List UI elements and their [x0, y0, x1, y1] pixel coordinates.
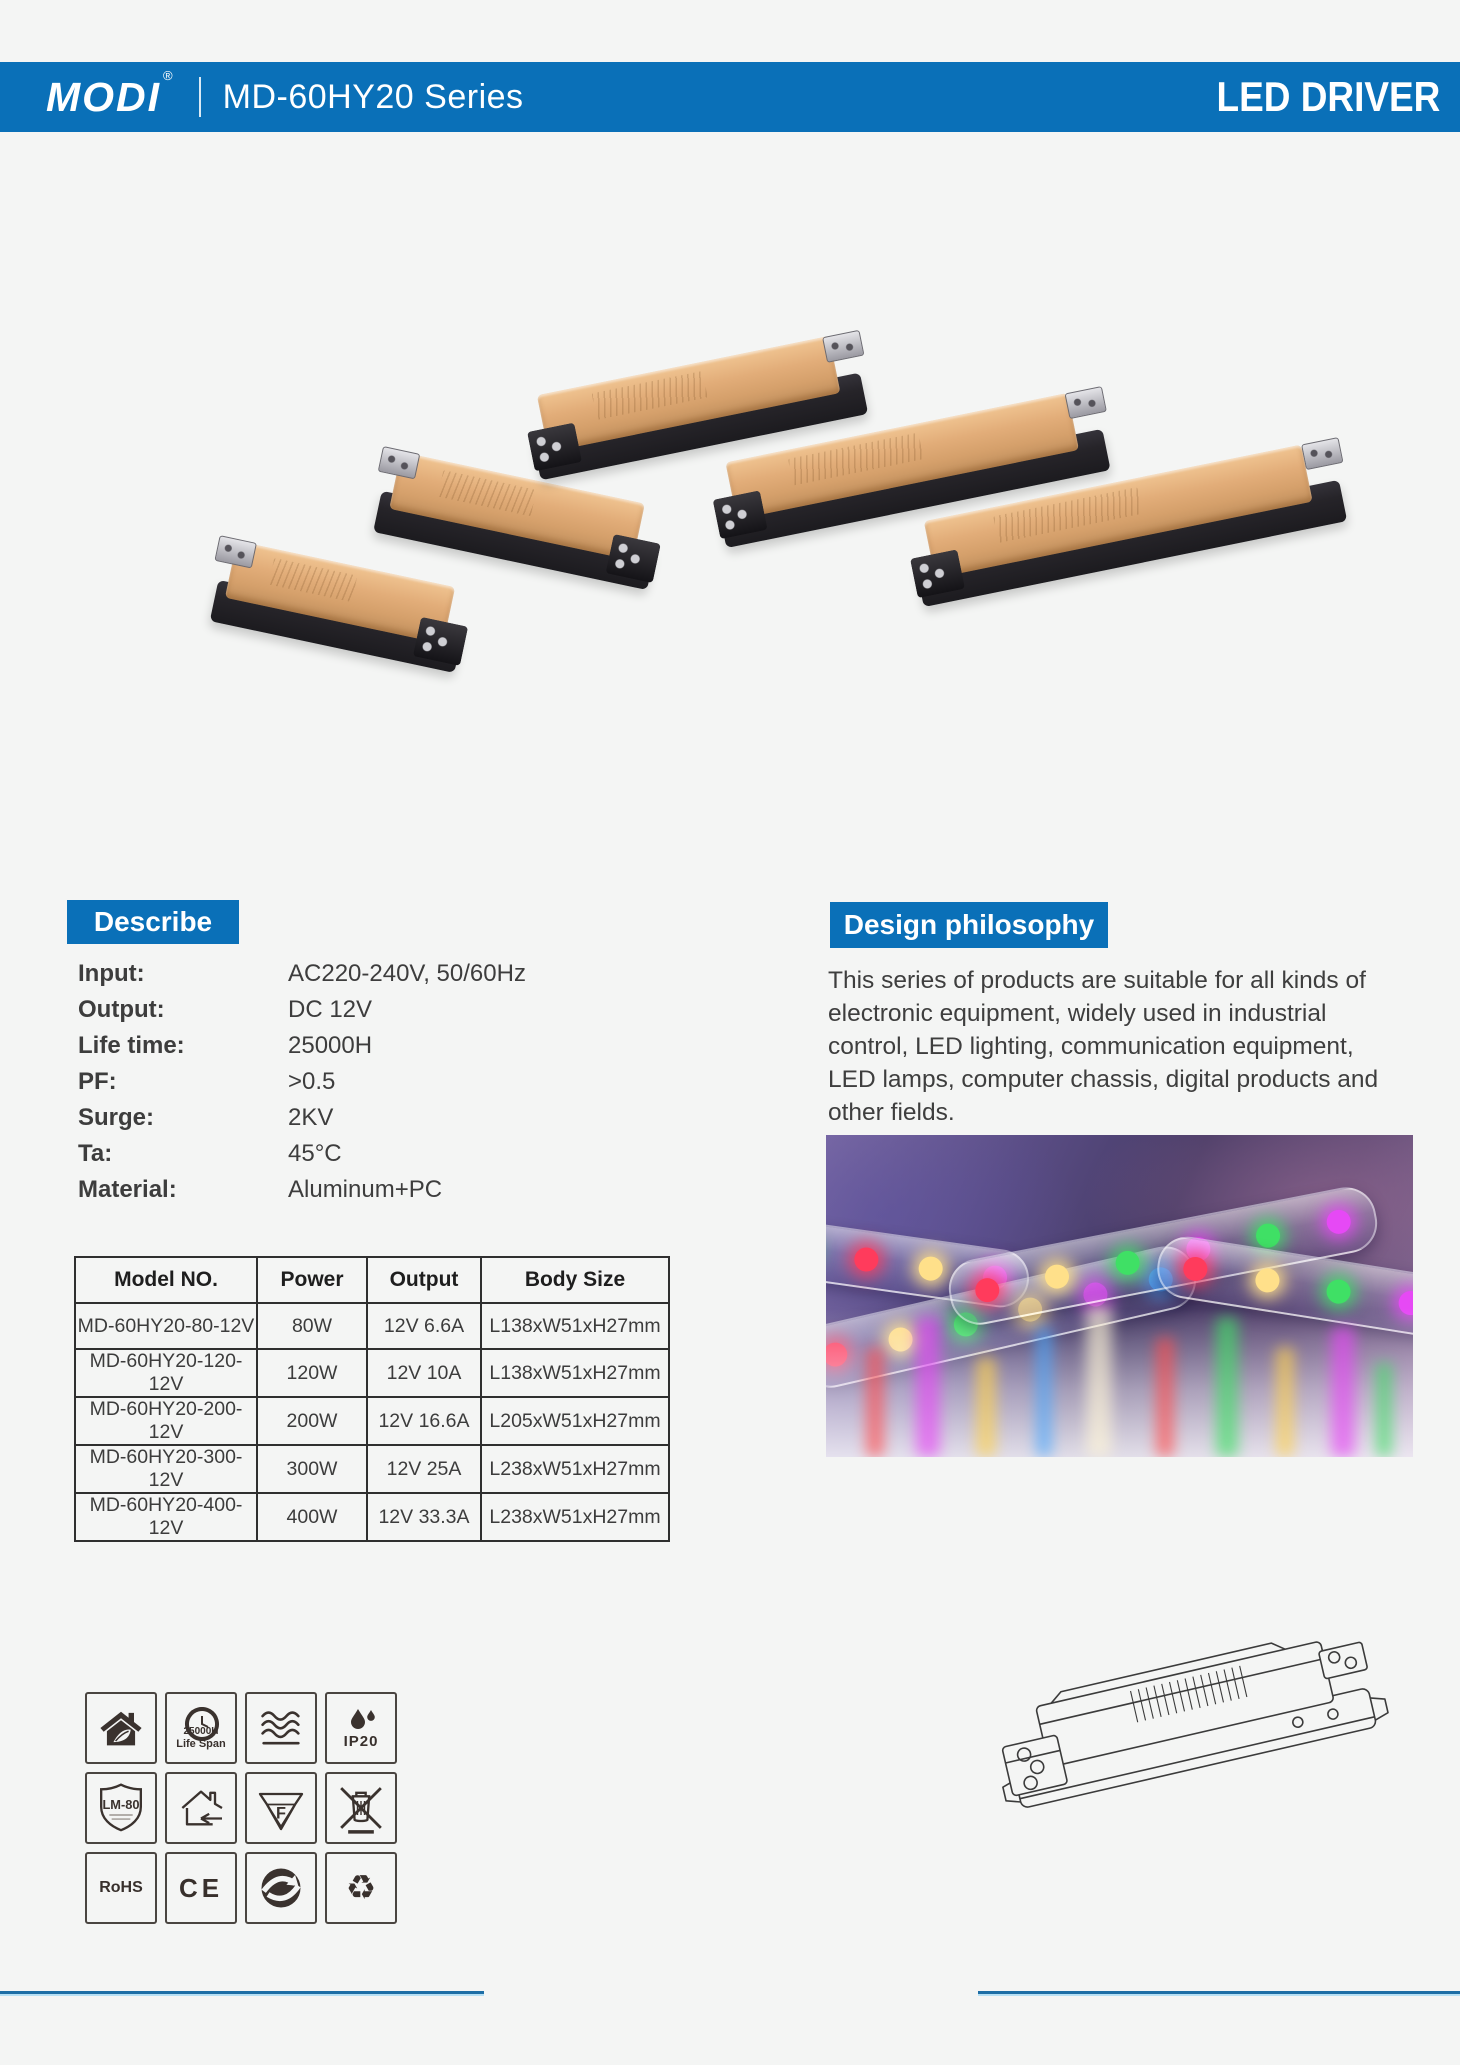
eco-house-icon [85, 1692, 157, 1764]
terminal-block-small [822, 330, 864, 363]
spec-value: DC 12V [288, 996, 373, 1023]
spec-row-output [78, 992, 526, 1028]
spec-label: Ta: [78, 1140, 113, 1167]
cell-model: MD-60HY20-120-12V [75, 1349, 257, 1397]
cell-output: 12V 16.6A [367, 1397, 481, 1445]
table-row [75, 1303, 669, 1349]
table-row [75, 1397, 669, 1445]
led-dot [973, 1276, 1001, 1304]
lm80-icon [85, 1772, 157, 1844]
table-header-row [75, 1257, 669, 1303]
lm80-label: LM-80 [102, 1797, 140, 1813]
terminal-block-small [214, 535, 257, 568]
terminal-block-small [1301, 437, 1343, 470]
reflection-streak [1276, 1347, 1294, 1457]
terminal-block-small [378, 446, 421, 479]
spec-value: Aluminum+PC [288, 1176, 443, 1203]
certification-grid [85, 1692, 397, 1924]
recycle-icon [325, 1852, 397, 1924]
cell-power: 80W [257, 1303, 367, 1349]
design-line: control, LED lighting, communication equipment, [828, 1033, 1354, 1060]
cell-model: MD-60HY20-300-12V [75, 1445, 257, 1493]
cell-bodysize: L238xW51xH27mm [481, 1493, 669, 1541]
terminal-block-small [1064, 386, 1106, 419]
cell-model: MD-60HY20-80-12V [75, 1303, 257, 1349]
led-dot [852, 1246, 879, 1273]
waves-icon [245, 1692, 317, 1764]
spec-value: 45°C [288, 1140, 342, 1167]
design-line: other fields. [828, 1099, 955, 1126]
spec-label: Life time: [78, 1032, 185, 1059]
describe-section-title: Describe [67, 900, 239, 944]
table-row [75, 1349, 669, 1397]
spec-value: 2KV [288, 1104, 334, 1131]
footer-line-left [0, 1991, 484, 1996]
vent-grille [788, 433, 923, 486]
cell-bodysize: L238xW51xH27mm [481, 1445, 669, 1493]
spec-value: 25000H [288, 1032, 373, 1059]
design-line: This series of products are suitable for all kinds of [828, 967, 1366, 994]
cell-output: 12V 10A [367, 1349, 481, 1397]
cell-power: 300W [257, 1445, 367, 1493]
footer-line-right [978, 1991, 1460, 1996]
col-header-power: Power [257, 1257, 367, 1303]
led-dot [917, 1255, 944, 1282]
led-dot [1325, 1278, 1352, 1305]
led-dot [1043, 1262, 1071, 1290]
led-dot [1114, 1249, 1142, 1277]
rohs-label: RoHS [99, 1879, 143, 1896]
col-header-model: Model NO. [75, 1257, 257, 1303]
f-mark-icon [245, 1772, 317, 1844]
led-dot [1182, 1255, 1209, 1282]
spec-label: Output: [78, 996, 165, 1023]
led-dot [1253, 1267, 1280, 1294]
cell-power: 120W [257, 1349, 367, 1397]
recycle-symbol: ♻ [345, 1869, 377, 1907]
product-type-title: LED DRIVER [1216, 73, 1440, 120]
led-dot [1254, 1221, 1282, 1249]
spec-list [78, 956, 526, 1208]
cell-bodysize: L205xW51xH27mm [481, 1397, 669, 1445]
lifespan-text-label: Life Span [176, 1737, 226, 1750]
cell-output: 12V 6.6A [367, 1303, 481, 1349]
spec-row-surge [78, 1100, 526, 1136]
cell-power: 400W [257, 1493, 367, 1541]
lifespan-icon [165, 1692, 237, 1764]
spec-label: Material: [78, 1176, 177, 1203]
led-dot [1325, 1208, 1353, 1236]
header-divider [199, 77, 201, 117]
reflection-streak [916, 1317, 940, 1457]
header-bar [0, 62, 1460, 132]
indoor-use-icon [165, 1772, 237, 1844]
f-mark-label: F [276, 1804, 286, 1823]
table-row [75, 1493, 669, 1541]
design-line: LED lamps, computer chassis, digital products and [828, 1066, 1379, 1093]
spec-label: Surge: [78, 1104, 155, 1131]
col-header-output: Output [367, 1257, 481, 1303]
photo-floor-glow [826, 1309, 1413, 1457]
technical-drawing [985, 1628, 1405, 1868]
cell-output: 12V 25A [367, 1445, 481, 1493]
vent-grille [438, 470, 536, 516]
reflection-streak [1331, 1327, 1355, 1457]
spec-row-input [78, 956, 526, 992]
cell-bodysize: L138xW51xH27mm [481, 1303, 669, 1349]
spec-row-pf [78, 1064, 526, 1100]
led-strip-photo [826, 1135, 1413, 1457]
spec-label: PF: [78, 1068, 117, 1095]
reflection-streak [976, 1357, 996, 1457]
cell-power: 200W [257, 1397, 367, 1445]
spec-value: AC220-240V, 50/60Hz [288, 960, 526, 987]
cell-model: MD-60HY20-400-12V [75, 1493, 257, 1541]
spec-row-lifetime [78, 1028, 526, 1064]
ce-icon [165, 1852, 237, 1924]
reflection-streak [1156, 1337, 1174, 1457]
registered-mark: ® [163, 67, 175, 83]
reflection-streak [1376, 1362, 1392, 1457]
reflection-streak [1216, 1317, 1238, 1457]
spec-label: Input: [78, 960, 145, 987]
ip20-icon [325, 1692, 397, 1764]
reflection-streak [1086, 1307, 1112, 1457]
ip-rating-label: IP20 [343, 1732, 379, 1750]
weee-bin-icon [325, 1772, 397, 1844]
table-row [75, 1445, 669, 1493]
col-header-bodysize: Body Size [481, 1257, 669, 1303]
cell-model: MD-60HY20-200-12V [75, 1397, 257, 1445]
cell-output: 12V 33.3A [367, 1493, 481, 1541]
model-table [74, 1256, 670, 1542]
spec-row-ta [78, 1136, 526, 1172]
rohs-icon [85, 1852, 157, 1924]
brand-logo [46, 67, 175, 121]
spec-value: >0.5 [288, 1068, 336, 1095]
design-line: electronic equipment, widely used in industrial [828, 1000, 1327, 1027]
vent-grille [592, 371, 708, 420]
brand-logo-text: MODI [46, 73, 162, 120]
reflection-streak [866, 1347, 884, 1457]
cell-bodysize: L138xW51xH27mm [481, 1349, 669, 1397]
lifespan-hours-label: 25000H [183, 1725, 219, 1737]
vent-grille [994, 488, 1142, 543]
reflection-streak [1036, 1327, 1052, 1457]
vent-grille [269, 558, 357, 602]
design-section-title: Design philosophy [830, 902, 1108, 948]
design-paragraph [828, 964, 1453, 1129]
series-title: MD-60HY20 Series [222, 77, 524, 116]
green-dot-icon [245, 1852, 317, 1924]
spec-row-material [78, 1172, 526, 1208]
ce-label: CE [178, 1873, 224, 1903]
